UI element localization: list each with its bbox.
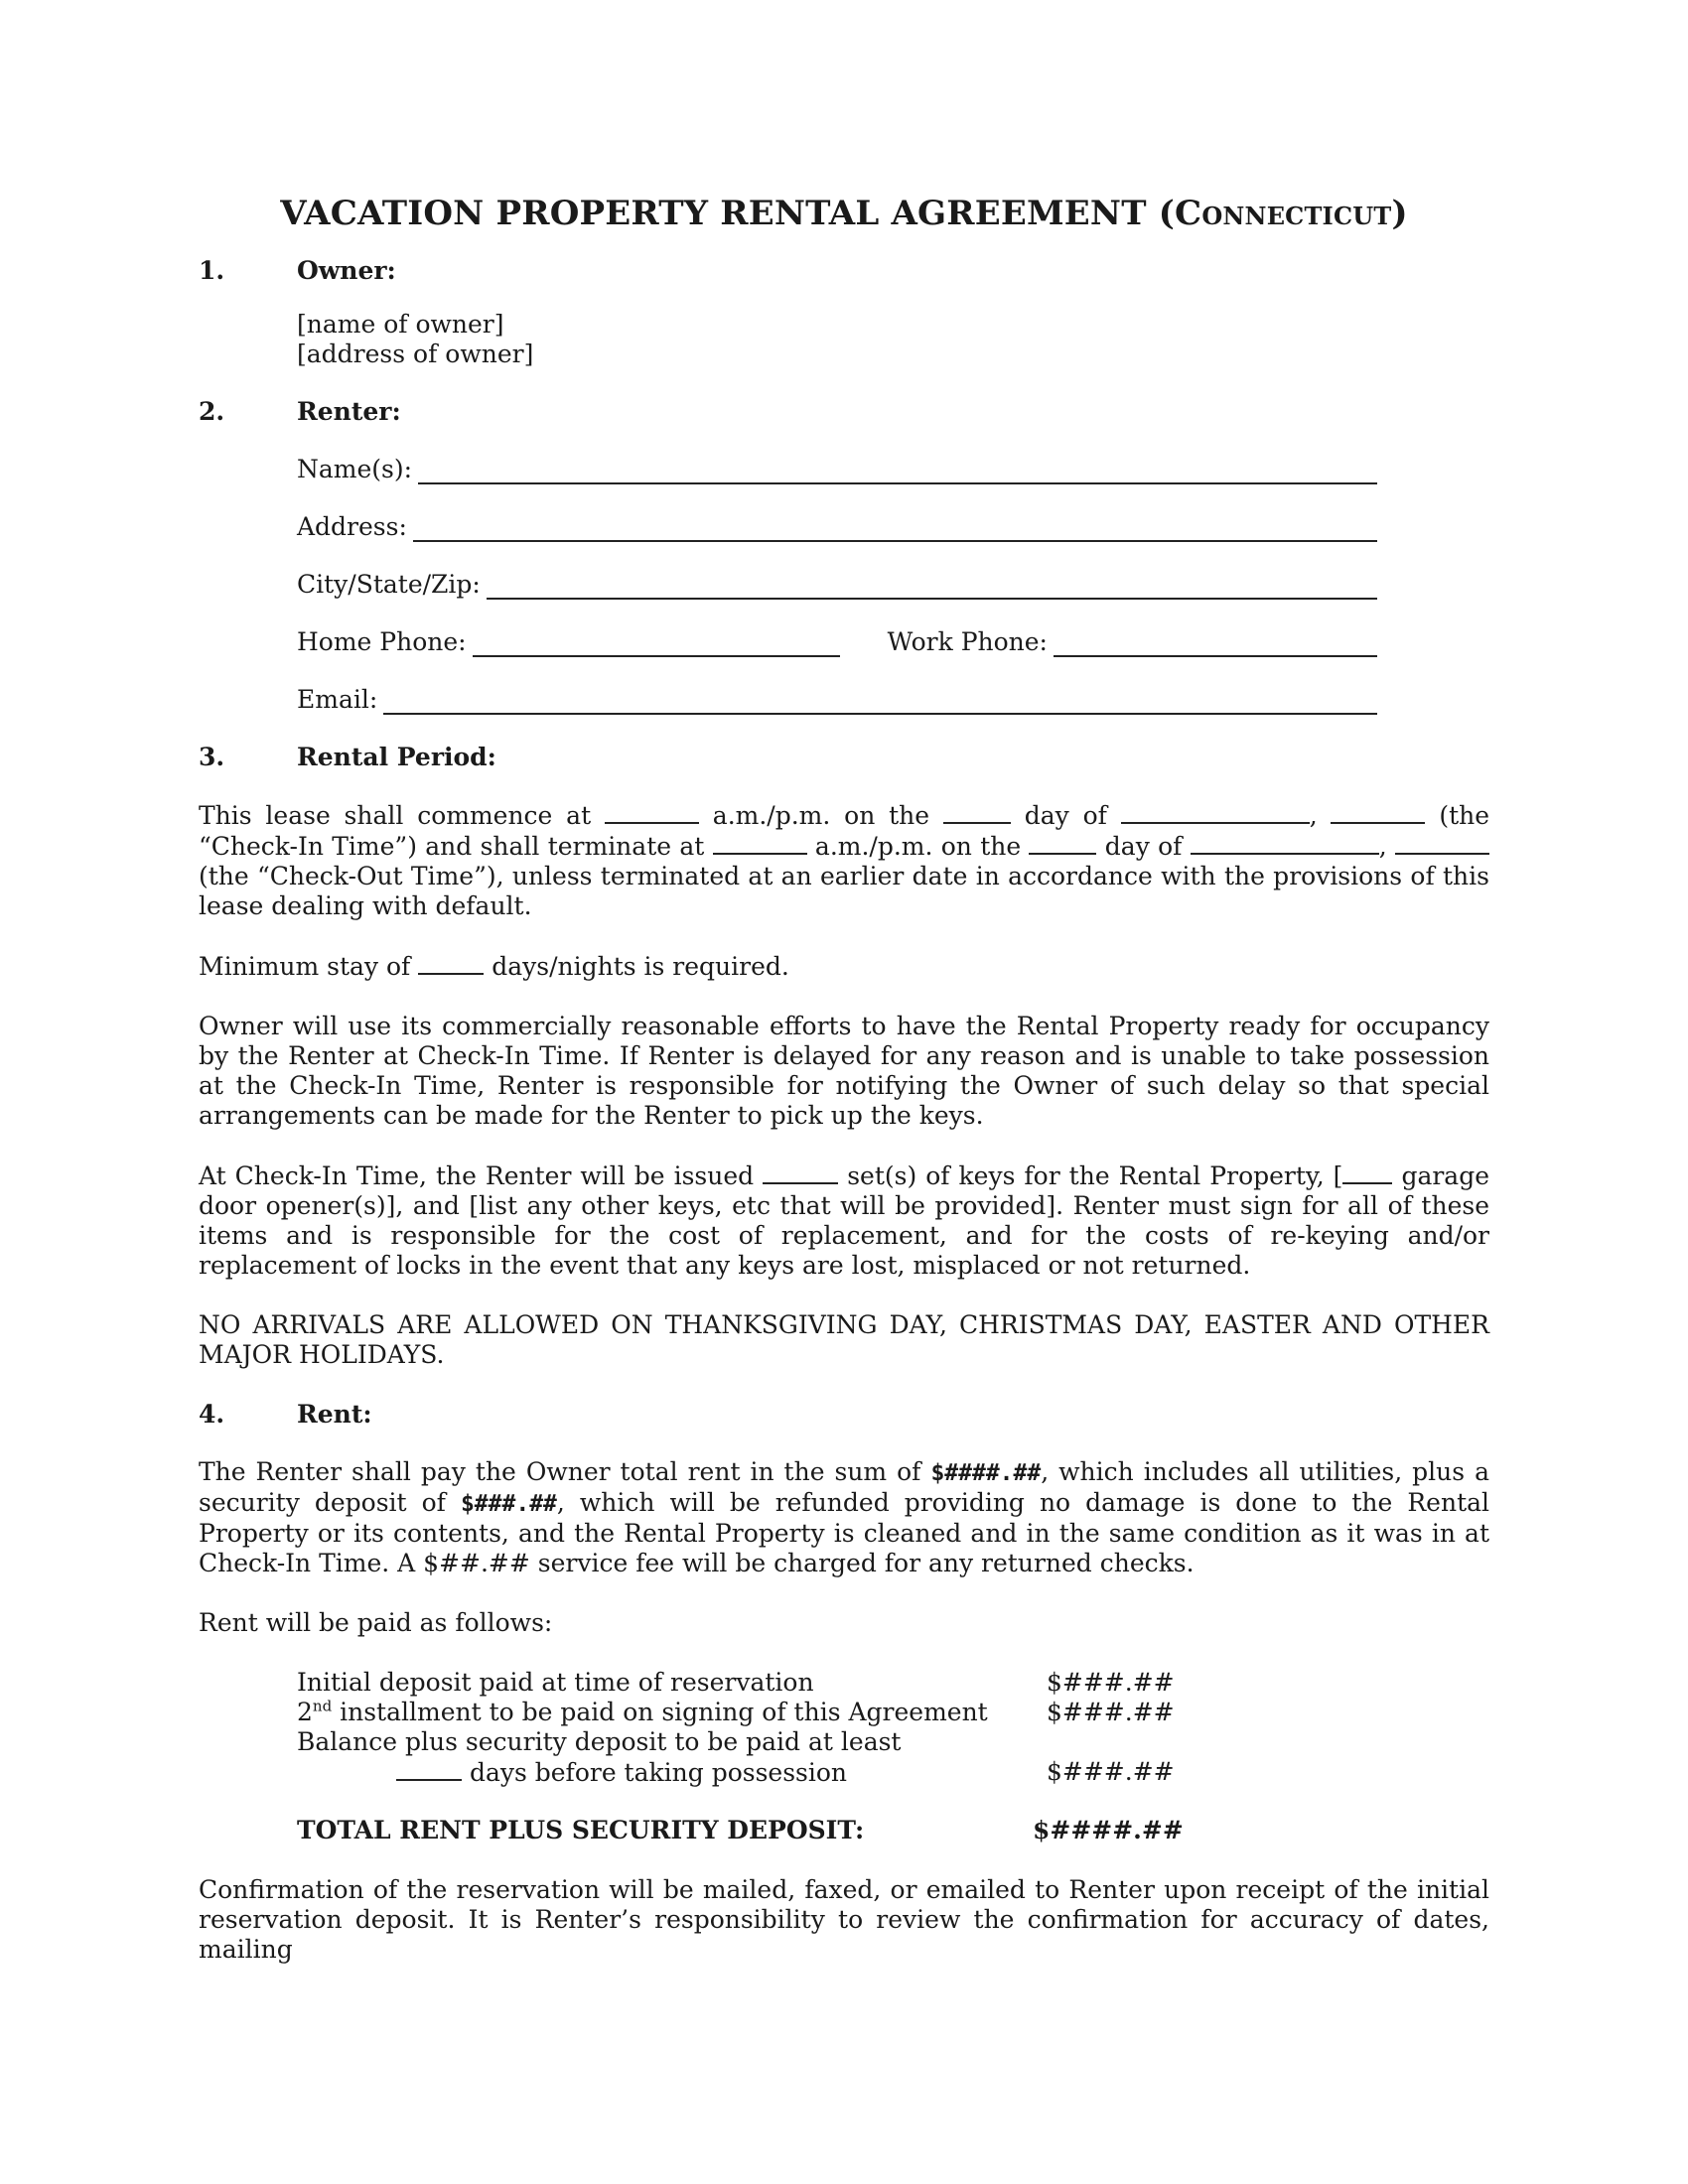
ordinal-suffix: nd: [312, 1697, 333, 1715]
deposit-amount: $###.##: [460, 1491, 557, 1517]
total-amount: $####.##: [1033, 1816, 1184, 1844]
owner-address-placeholder: [address of owner]: [297, 340, 534, 368]
section-renter-heading: [199, 397, 1489, 427]
keys-paragraph: [199, 1160, 1489, 1281]
section-rental-period-heading: [199, 743, 1489, 772]
text-run: At Check-In Time, the Renter will be issued: [199, 1161, 755, 1190]
text-run: , which includes all utilities, plus a security deposit of: [199, 1457, 1490, 1517]
owner-name-placeholder: [name of owner]: [297, 310, 504, 339]
section-number: 3.: [199, 743, 225, 771]
payment-schedule: [297, 1668, 1175, 1788]
payment-amount: $###.##: [1047, 1757, 1175, 1786]
checkin-day-blank[interactable]: [943, 800, 1011, 824]
payment-amount: [1047, 1727, 1146, 1757]
text-run: garage door opener(s)], and [list any other keys, etc that will be provided]. Renter must sign for all of these items and is responsible for the cost of replacement, and for the costs of re-keying and/or replacement of locks in the event that any keys are lost, misplaced or not returned.: [199, 1161, 1490, 1280]
renter-city-field: [297, 570, 1377, 600]
text-run: ,: [1378, 832, 1387, 861]
payment-row: [297, 1757, 1175, 1788]
section-number: 1.: [199, 256, 225, 285]
checkout-month-blank[interactable]: [1191, 831, 1379, 855]
text-run: , which will be refunded providing no damage is done to the Rental Property or its contents, and the Rental Property is cleaned and in the same condition as it was in at Check-In Time. A $##.## service fee will be charged for any returned checks.: [199, 1488, 1490, 1577]
text-run: (the “Check-Out Time”), unless terminated at an earlier date in accordance with the provisions of this lease dealing with default.: [199, 862, 1489, 920]
text-run: This lease shall commence at: [199, 801, 592, 830]
checkout-year-blank[interactable]: [1395, 831, 1489, 855]
checkin-year-blank[interactable]: [1331, 800, 1425, 824]
text-run: ,: [1309, 801, 1318, 830]
text-run: days/nights is required.: [492, 952, 789, 981]
text-run: a.m./p.m. on the: [814, 832, 1022, 861]
payment-amount: $###.##: [1047, 1668, 1175, 1697]
payment-label: Initial deposit paid at time of reservation: [297, 1668, 814, 1697]
owner-details: [297, 310, 1489, 369]
text-run: set(s) of keys for the Rental Property, [: [847, 1161, 1343, 1190]
text-run: (the “Check-In Time”) and shall terminate at: [199, 801, 1490, 861]
home-phone-blank[interactable]: [473, 633, 840, 657]
field-label: Work Phone:: [887, 627, 1048, 656]
field-label: Home Phone:: [297, 627, 467, 656]
field-label: Name(s):: [297, 455, 413, 483]
text-run: Minimum stay of: [199, 952, 411, 981]
garage-openers-blank[interactable]: [1342, 1160, 1392, 1184]
section-number: 4.: [199, 1400, 225, 1429]
checkin-time-blank[interactable]: [605, 800, 699, 824]
document-title: [199, 194, 1489, 233]
payment-row: [297, 1727, 1146, 1757]
section-number: 2.: [199, 397, 225, 426]
renter-email-field: [297, 685, 1377, 715]
text-run: day of: [1104, 832, 1183, 861]
section-owner-heading: [199, 256, 1489, 286]
renter-fields: [297, 455, 1377, 715]
rent-amount: $####.##: [930, 1460, 1042, 1486]
email-blank[interactable]: [383, 691, 1377, 715]
field-label: Address:: [297, 512, 407, 541]
minimum-stay-paragraph: [199, 951, 1489, 982]
title-state: (Connecticut): [1158, 194, 1408, 233]
payment-row: [297, 1697, 1175, 1727]
title-main: VACATION PROPERTY RENTAL AGREEMENT: [280, 194, 1147, 233]
document-page: [199, 189, 1489, 1965]
checkout-time-blank[interactable]: [713, 831, 807, 855]
section-rent-heading: [199, 1400, 1489, 1430]
payment-amount: $###.##: [1047, 1698, 1175, 1726]
rental-period-paragraph: [199, 800, 1489, 921]
total-label: TOTAL RENT PLUS SECURITY DEPOSIT:: [297, 1816, 865, 1844]
payment-label: Balance plus security deposit to be paid at least: [297, 1727, 902, 1756]
text-run: 2: [297, 1698, 313, 1726]
section-heading: Owner:: [297, 256, 396, 285]
payment-label: [297, 1698, 988, 1727]
total-row: [297, 1816, 1184, 1845]
payment-label: [297, 1757, 847, 1788]
text-run: The Renter shall pay the Owner total rent in the sum of: [199, 1457, 921, 1486]
renter-phone-fields: [297, 627, 1377, 657]
checkout-day-blank[interactable]: [1029, 831, 1096, 855]
text-run: days before taking possession: [469, 1758, 848, 1787]
confirmation-paragraph: Confirmation of the reservation will be mailed, faxed, or emailed to Renter upon receipt of the initial reservation deposit. It is Renter’s responsibility to review the confirmation for accuracy of dates, mailing: [199, 1875, 1489, 1964]
address-blank[interactable]: [413, 518, 1377, 542]
key-sets-blank[interactable]: [763, 1160, 838, 1184]
payment-intro: Rent will be paid as follows:: [199, 1608, 553, 1637]
rent-paragraph: [199, 1457, 1489, 1578]
payment-row: [297, 1668, 1175, 1698]
names-blank[interactable]: [418, 461, 1377, 484]
occupancy-paragraph: Owner will use its commercially reasonable efforts to have the Rental Property ready for occupancy by the Renter at Check-In Time. If Renter is delayed for any reason and is unable to take possession at the Check-In Time, Renter is responsible for notifying the Owner of such delay so that special arrangements can be made for the Renter to pick up the keys.: [199, 1012, 1489, 1130]
holidays-paragraph: NO ARRIVALS ARE ALLOWED ON THANKSGIVING DAY, CHRISTMAS DAY, EASTER AND OTHER MAJOR HOLIDAYS.: [199, 1310, 1489, 1369]
field-label: City/State/Zip:: [297, 570, 481, 599]
renter-names-field: [297, 455, 1377, 484]
field-label: Email:: [297, 685, 378, 714]
text-run: a.m./p.m. on the: [712, 801, 930, 830]
section-heading: Rental Period:: [297, 743, 496, 771]
work-phone-blank[interactable]: [1054, 633, 1377, 657]
text-run: day of: [1024, 801, 1107, 830]
text-run: installment to be paid on signing of this Agreement: [332, 1698, 988, 1726]
renter-address-field: [297, 512, 1377, 542]
section-heading: Rent:: [297, 1400, 372, 1429]
minimum-days-blank[interactable]: [418, 951, 484, 975]
checkin-month-blank[interactable]: [1121, 800, 1310, 824]
section-heading: Renter:: [297, 397, 401, 426]
days-before-blank[interactable]: [396, 1757, 462, 1781]
city-blank[interactable]: [487, 576, 1377, 600]
